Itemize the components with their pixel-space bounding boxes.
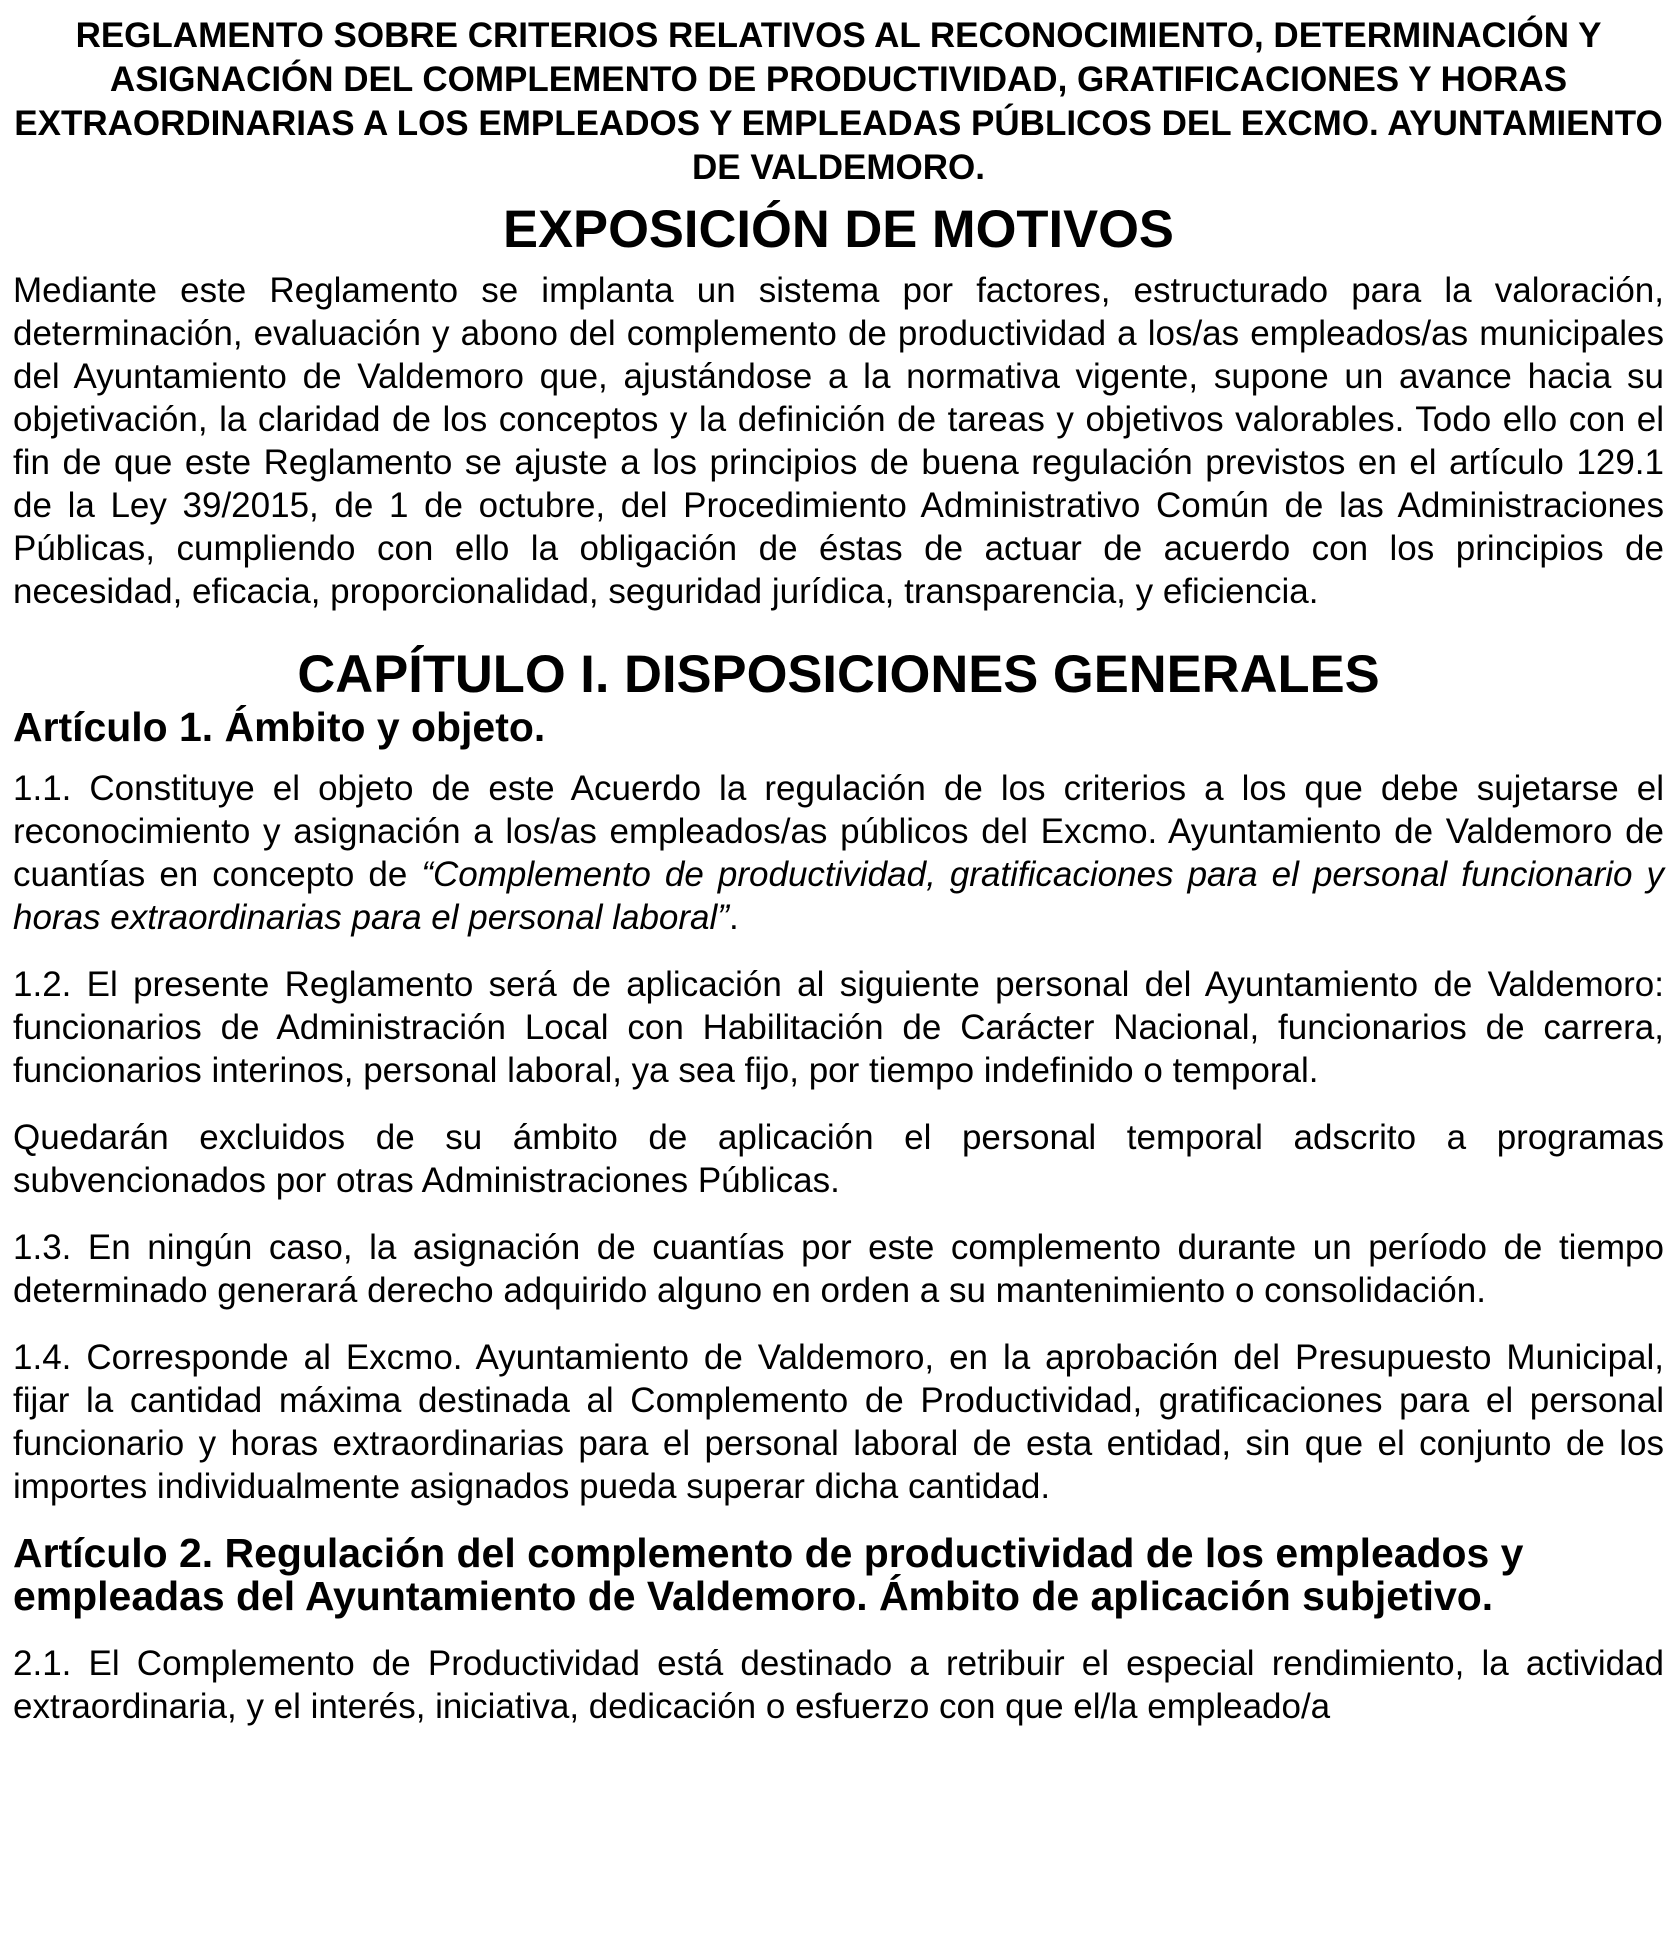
articulo-2-heading: Artículo 2. Regulación del complemento de productividad de los empleados y empleadas del Ayuntamiento de Valdemoro. Ámbito de aplicación subjetivo. (13, 1530, 1524, 1619)
paragraph-1-2-exclusion: Quedarán excluidos de su ámbito de aplicación el personal temporal adscrito a programas subvencionados por otras Administraciones Públicas. (13, 1118, 1664, 1200)
paragraph-2-1: 2.1. El Complemento de Productividad está destinado a retribuir el especial rendimiento, la actividad extraordinaria, y el interés, iniciativa, dedicación o esfuerzo con que el/la empleado/a (13, 1644, 1664, 1726)
capitulo-heading: CAPÍTULO I. DISPOSICIONES GENERALES (297, 645, 1380, 704)
paragraph-1-4: 1.4. Corresponde al Excmo. Ayuntamiento de Valdemoro, en la aprobación del Presupuesto Municipal, fijar la cantidad máxima destinada al Complemento de Productividad, gratificaciones para el personal funcionario y horas extraordinarias para el personal laboral de esta entidad, sin que el conjunto de los importes individualmente asignados pueda superar dicha cantidad. (13, 1338, 1664, 1506)
paragraph-1-1-end: . (728, 898, 739, 937)
paragraph-1-1 (13, 767, 1664, 939)
paragraph-1-3: 1.3. En ningún caso, la asignación de cuantías por este complemento durante un período de tiempo determinado generará derecho adquirido alguno en orden a su mantenimiento o consolidación. (13, 1228, 1664, 1310)
paragraph-1-1-quote: “Complemento de productividad, gratificaciones para el personal funcionario y horas extraordinarias para el personal laboral” (13, 855, 1664, 937)
document-title: REGLAMENTO SOBRE CRITERIOS RELATIVOS AL RECONOCIMIENTO, DETERMINACIÓN Y ASIGNACIÓN DEL COMPLEMENTO DE PRODUCTIVIDAD, GRATIFICACIONES Y HORAS EXTRAORDINARIAS A LOS EMPLEADOS Y EMPLEADAS PÚBLICOS DEL EXCMO. AYUNTAMIENTO DE VALDEMORO. (14, 16, 1663, 187)
exposicion-heading: EXPOSICIÓN DE MOTIVOS (503, 200, 1174, 259)
paragraph-1-1-text: 1.1. Constituye el objeto de este Acuerdo la regulación de los criterios a los que debe sujetarse el reconocimiento y asignación a los/as empleados/as públicos del Excmo. Ayuntamiento de Valdemoro de cuantías en concepto de (13, 769, 1664, 894)
articulo-1-heading: Artículo 1. Ámbito y objeto. (13, 704, 546, 750)
exposicion-paragraph: Mediante este Reglamento se implanta un sistema por factores, estructurado para la valoración, determinación, evaluación y abono del complemento de productividad a los/as empleados/as municipales del Ayuntamiento de Valdemoro que, ajustándose a la normativa vigente, supone un avance hacia su objetivación, la claridad de los conceptos y la definición de tareas y objetivos valorables. Todo ello con el fin de que este Reglamento se ajuste a los principios de buena regulación previstos en el artículo 129.1 de la Ley 39/2015, de 1 de octubre, del Procedimiento Administrativo Común de las Administraciones Públicas, cumpliendo con ello la obligación de éstas de actuar de acuerdo con los principios de necesidad, eficacia, proporcionalidad, seguridad jurídica, transparencia, y eficiencia. (13, 271, 1664, 611)
paragraph-1-2: 1.2. El presente Reglamento será de aplicación al siguiente personal del Ayuntamiento de Valdemoro: funcionarios de Administración Local con Habilitación de Carácter Nacional, funcionarios de carrera, funcionarios interinos, personal laboral, ya sea fijo, por tiempo indefinido o temporal. (13, 965, 1664, 1090)
